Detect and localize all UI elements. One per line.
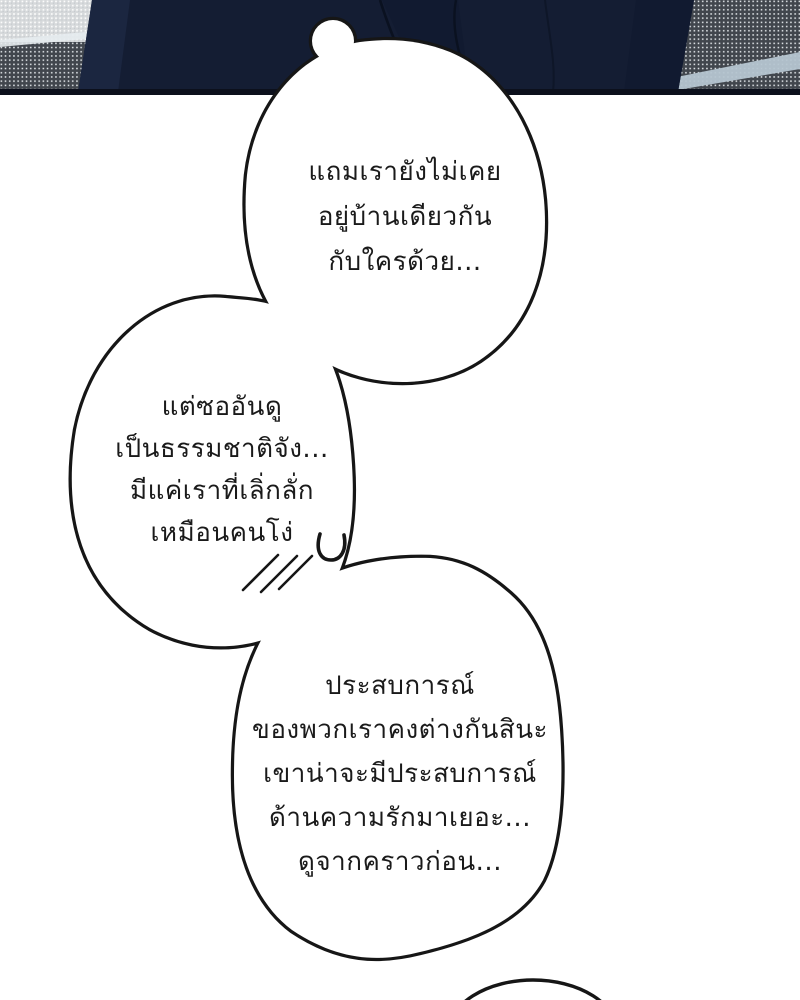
bubble-1-text: [246, 150, 564, 285]
bubble-3-line: เขาน่าจะมีประสบการณ์: [263, 759, 537, 789]
bubble-3-line: ด้านความรักมาเยอะ...: [269, 803, 531, 833]
bubble-1-line: อยู่บ้านเดียวกัน: [317, 202, 493, 232]
bubble-3-line: ของพวกเราคงต่างกันสินะ: [252, 715, 548, 745]
bubble-3-text: [242, 664, 558, 884]
bubble-2-text: [72, 386, 372, 554]
bubble-3-line: ประสบการณ์: [325, 671, 475, 701]
bubble-1-line: แถมเรายังไม่เคย: [308, 157, 502, 187]
bubble-3-line: ดูจากคราวก่อน...: [298, 847, 502, 877]
partial-bubble-bottom: [448, 980, 618, 1000]
bubble-2-line: มีแค่เราที่เลิ่กลั่ก: [129, 476, 315, 506]
bubble-2-line: แต่ซออันดู: [161, 392, 283, 422]
bubble-2-line: เหมือนคนโง่: [150, 518, 294, 548]
bubble-1-line: กับใครด้วย...: [328, 247, 482, 277]
bubble-2-line: เป็นธรรมชาติจัง...: [115, 434, 329, 464]
